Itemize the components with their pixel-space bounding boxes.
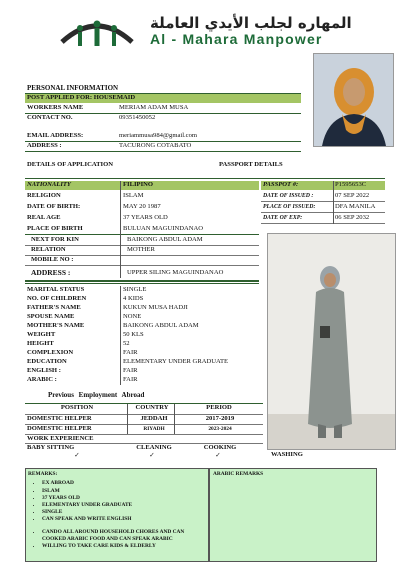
employment-country: JEDDAH: [140, 415, 168, 423]
dob-value: MAY 20 1987: [123, 203, 161, 211]
passport-row-expiry: [261, 214, 385, 224]
detail-row-marital: [25, 286, 259, 295]
application-row-relation: [25, 246, 259, 256]
passport-number-value: P1595653C: [335, 181, 367, 189]
age-label: REAL AGE: [27, 214, 61, 222]
email-label: EMAIL ADDRESS:: [27, 132, 84, 140]
detail-row-weight: [25, 331, 259, 340]
weight-value: 50 KLS: [123, 331, 144, 339]
remark-item: • SINGLE: [42, 509, 208, 516]
complexion-value: FAIR: [123, 349, 138, 357]
email-value: meriammusa984@gmail.com: [119, 132, 198, 140]
religion-label: RELIGION: [27, 192, 61, 200]
employment-row: [25, 424, 263, 434]
application-row-mobile: [25, 256, 259, 266]
complexion-label: COMPLEXION: [27, 349, 74, 357]
height-label: HEIGHT: [27, 340, 54, 348]
check-icon: ✓: [74, 452, 80, 460]
arabic-remarks-box: [209, 468, 377, 562]
details-of-application-heading: DETAILS OF APPLICATION: [27, 161, 113, 168]
detail-row-arabic: [25, 376, 259, 385]
applicant-portrait-photo: [313, 53, 394, 147]
detail-row-father: [25, 304, 259, 313]
address-value: TACURONG COTABATO: [119, 142, 192, 150]
company-logo: [52, 12, 142, 52]
passport-row-issue-place: [261, 203, 385, 213]
relation-label: RELATION: [31, 246, 66, 254]
skill-washing: WASHING: [271, 451, 303, 458]
employment-period: 2023-2024: [208, 425, 232, 432]
spouse-value: NONE: [123, 313, 142, 321]
education-value: ELEMENTARY UNDER GRADUATE: [123, 358, 229, 366]
post-applied-row: [25, 94, 301, 103]
check-icon: ✓: [215, 452, 221, 460]
arabic-value: FAIR: [123, 376, 138, 384]
application-row-birthplace: [25, 225, 259, 235]
application-row-next-of-kin: [25, 236, 259, 246]
remark-item: • EX ABROAD: [42, 480, 208, 487]
children-label: NO. OF CHILDREN: [27, 295, 87, 303]
application-row-religion: [25, 192, 259, 201]
next-of-kin-value: BAIKONG ABDUL ADAM: [127, 236, 203, 244]
detail-row-height: [25, 340, 259, 349]
dob-label: DATE OF BIRTH:: [27, 203, 81, 211]
skill-baby-sitting: BABY SITTING: [27, 444, 75, 452]
religion-value: ISLAM: [123, 192, 144, 200]
nationality-value: FILIPINO: [123, 181, 154, 189]
nationality-label: NATIONALITY: [27, 181, 71, 189]
address-row: [25, 142, 301, 152]
issue-date-label: DATE OF ISSUED :: [263, 192, 314, 199]
remarks-box: [25, 468, 209, 562]
arabic-label: ARABIC :: [27, 376, 57, 384]
birthplace-value: BULUAN MAGUINDANAO: [123, 225, 204, 233]
detail-row-mother: [25, 322, 259, 331]
check-icon: ✓: [149, 452, 155, 460]
employment-period: 2017-2019: [205, 415, 235, 423]
contact-value: 09351450052: [119, 114, 156, 122]
detail-row-complexion: [25, 349, 259, 358]
application-row-nationality: [25, 181, 259, 190]
employment-position: DOMESTIC HELPER: [27, 415, 92, 423]
detail-row-spouse: [25, 313, 259, 322]
kin-address-label: ADDRESS :: [31, 268, 71, 278]
spouse-label: SPOUSE NAME: [27, 313, 75, 321]
workers-name-value: MERIAM ADAM MUSA: [119, 104, 189, 112]
personal-information-heading: PERSONAL INFORMATION: [27, 84, 119, 92]
mother-label: MOTHER'S NAME: [27, 322, 85, 330]
skill-cooking: COOKING: [203, 444, 237, 452]
passport-number-label: PASSPOT #:: [263, 181, 299, 189]
remarks-heading: REMARKS:: [28, 471, 58, 477]
marital-label: MARITAL STATUS: [27, 286, 85, 294]
detail-row-children: [25, 295, 259, 304]
expiry-value: 06 SEP 2032: [335, 214, 370, 222]
detail-row-english: [25, 367, 259, 376]
mobile-label: MOBILE NO :: [31, 256, 74, 264]
contact-row: [25, 114, 301, 123]
email-row: [25, 132, 301, 142]
detail-row-education: [25, 358, 259, 367]
remark-item: • CANDO ALL AROUND HOUSEHOLD CHORES AND CAN COOKED ARABIC FOOD AND CAN SPEAK ARABIC: [42, 529, 208, 543]
remark-item: • CAN SPEAK AND WRITE ENGLISH: [42, 516, 208, 523]
education-label: EDUCATION: [27, 358, 67, 366]
kin-address-value: UPPER SILING MAGUINDANAO: [127, 268, 224, 276]
employment-position: DOMESTIC HELPER: [27, 425, 92, 433]
english-value: FAIR: [123, 367, 138, 375]
relation-value: MOTHER: [127, 246, 155, 254]
expiry-label: DATE OF EXP:: [263, 214, 303, 221]
father-label: FATHER'S NAME: [27, 304, 81, 312]
application-row-kin-address: [25, 266, 259, 282]
mother-value: BAIKONG ABDUL ADAM: [123, 322, 199, 330]
issue-place-label: PLACE OF ISSUED:: [263, 203, 316, 210]
application-row-age: [25, 214, 259, 223]
weight-label: WEIGHT: [27, 331, 56, 339]
employment-header-row: [25, 404, 263, 413]
remark-item: • WILLING TO TAKE CARE KIDS & ELDERLY: [42, 543, 208, 550]
height-value: 52: [123, 340, 130, 348]
passport-details-heading: PASSPORT DETAILS: [219, 161, 283, 168]
skill-cleaning: CLEANING: [136, 444, 172, 452]
birthplace-label: PLACE OF BIRTH: [27, 225, 83, 233]
age-value: 37 YEARS OLD: [123, 214, 168, 222]
children-value: 4 KIDS: [123, 295, 144, 303]
remark-item: • 37 YEARS OLD: [42, 495, 208, 502]
employment-row: [25, 414, 263, 424]
country-header: COUNTRY: [135, 404, 169, 412]
workers-name-row: [25, 104, 301, 114]
contact-label: CONTACT NO.: [27, 114, 73, 122]
company-name-arabic: المهاره لجلب الأيدي العاملة: [150, 14, 352, 32]
company-name-english: Al - Mahara Manpower: [150, 31, 323, 47]
workers-name-label: WORKERS NAME: [27, 104, 84, 112]
address-label: ADDRESS :: [27, 142, 62, 150]
period-header: PERIOD: [206, 404, 232, 412]
employment-heading: Previous Employment Abroad: [48, 391, 145, 399]
post-applied-label: POST APPLIED FOR: HOUSEMAID: [27, 94, 136, 102]
position-header: POSITION: [60, 404, 94, 412]
skills-check-row: [25, 452, 263, 461]
applicant-full-body-photo: [267, 233, 396, 450]
remark-item: • ISLAM: [42, 488, 208, 495]
marital-value: SINGLE: [123, 286, 147, 294]
passport-row-number: [261, 181, 385, 190]
work-experience-label: WORK EXPERIENCE: [27, 435, 94, 443]
english-label: ENGLISH :: [27, 367, 61, 375]
application-row-dob: [25, 203, 259, 212]
remark-item: • ELEMENTARY UNDER GRADUATE: [42, 502, 208, 509]
passport-row-issue-date: [261, 192, 385, 202]
father-value: KUKUN MUSA HADJI: [123, 304, 188, 312]
employment-country: RIYADH: [143, 425, 165, 432]
arabic-remarks-heading: ARABIC REMARKS: [213, 471, 264, 477]
issue-date-value: 07 SEP 2022: [335, 192, 370, 200]
issue-place-value: DFA MANILA: [335, 203, 376, 211]
next-of-kin-label: NEXT FOR KIN: [31, 236, 79, 244]
